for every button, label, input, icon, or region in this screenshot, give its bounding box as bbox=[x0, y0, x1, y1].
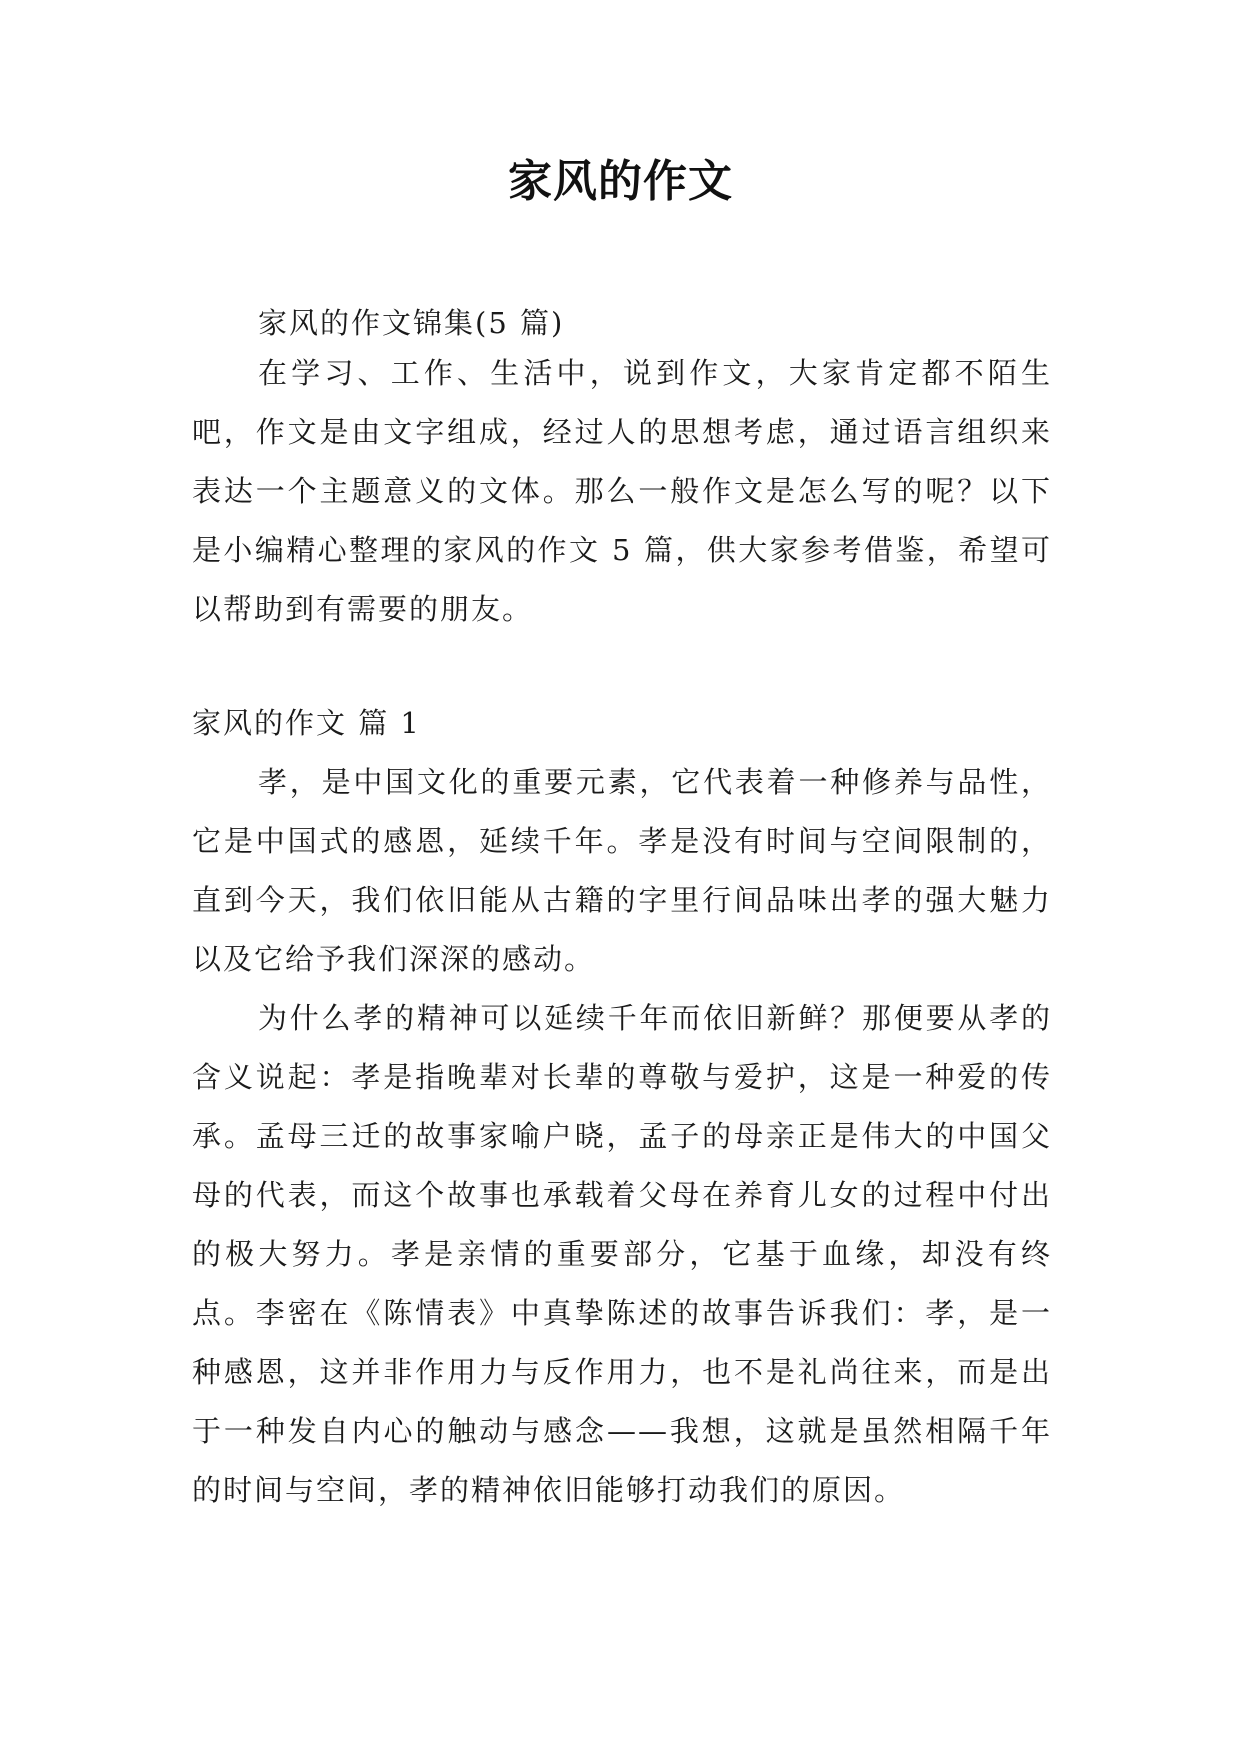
section-heading: 家风的作文 篇 1 bbox=[192, 706, 421, 740]
intro-block bbox=[192, 344, 1052, 639]
body-paragraph: 为什么孝的精神可以延续千年而依旧新鲜？那便要从孝的含义说起：孝是指晚辈对长辈的尊敬与爱护，这是一种爱的传承。孟母三迁的故事家喻户晓，孟子的母亲正是伟大的中国父母的代表，而这个故事也承载着父母在养育儿女的过程中付出的极大努力。孝是亲情的重要部分，它基于血缘，却没有终点。李密在《陈情表》中真挚陈述的故事告诉我们：孝，是一种感恩，这并非作用力与反作用力，也不是礼尚往来，而是出于一种发自内心的触动与感念——我想，这就是虽然相隔千年的时间与空间，孝的精神依旧能够打动我们的原因。 bbox=[192, 1001, 1052, 1507]
intro-paragraph: 在学习、工作、生活中，说到作文，大家肯定都不陌生吧，作文是由文字组成，经过人的思想考虑，通过语言组织来表达一个主题意义的文体。那么一般作文是怎么写的呢？以下是小编精心整理的家风的作文 5 篇，供大家参考借鉴，希望可以帮助到有需要的朋友。 bbox=[192, 356, 1052, 626]
essay-section bbox=[192, 694, 1052, 1520]
document-title: 家风的作文 bbox=[508, 156, 733, 207]
body-paragraph: 孝，是中国文化的重要元素，它代表着一种修养与品性，它是中国式的感恩，延续千年。孝是没有时间与空间限制的，直到今天，我们依旧能从古籍的字里行间品味出孝的强大魅力以及它给予我们深深的感动。 bbox=[192, 765, 1052, 976]
document-subtitle: 家风的作文锦集(5 篇) bbox=[258, 306, 565, 340]
